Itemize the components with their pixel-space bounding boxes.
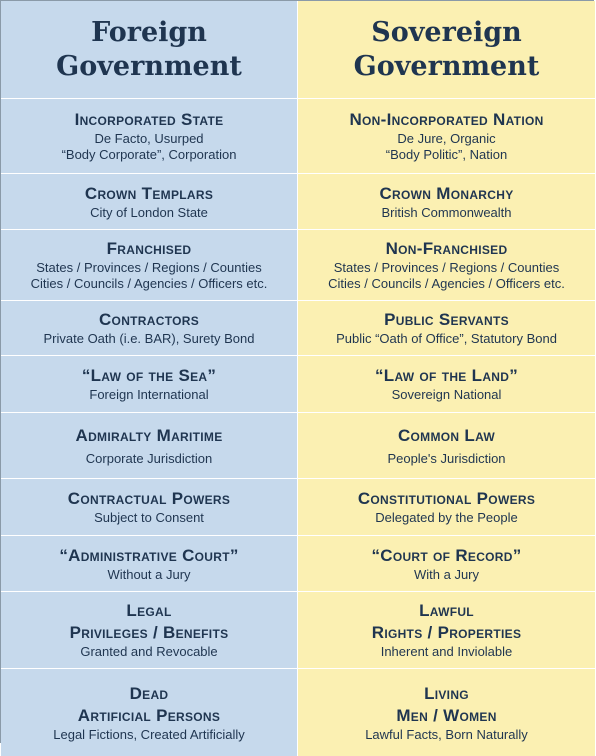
row-title: Privileges / Benefits <box>69 623 229 642</box>
row-title: Constitutional Powers <box>357 489 536 508</box>
row-lawful-rights <box>298 592 595 669</box>
row-subtitle: De Facto, Usurped <box>94 131 204 146</box>
row-common-law <box>298 413 595 479</box>
row-subtitle: Granted and Revocable <box>80 644 218 659</box>
header-sovereign-line-2: Government <box>353 50 540 82</box>
row-subtitle: Private Oath (i.e. BAR), Surety Bond <box>43 331 255 346</box>
row-administrative-court <box>1 536 298 592</box>
row-subtitle: Foreign International <box>89 387 209 402</box>
row-subtitle: “Body Corporate”, Corporation <box>61 147 237 162</box>
row-law-of-the-land <box>298 356 595 413</box>
row-subtitle: Sovereign National <box>391 387 502 402</box>
row-title: “Law of the Land” <box>374 366 519 385</box>
row-subtitle: States / Provinces / Regions / Counties <box>333 260 560 275</box>
row-subtitle: “Body Politic”, Nation <box>385 147 508 162</box>
row-subtitle: People's Jurisdiction <box>387 450 506 466</box>
header-sovereign-line-1: Sovereign <box>371 16 522 48</box>
row-title: Legal <box>126 601 172 620</box>
row-non-incorporated-nation <box>298 99 595 174</box>
row-title: Contractual Powers <box>67 489 231 508</box>
row-crown-monarchy <box>298 174 595 230</box>
header-foreign-line-1: Foreign <box>91 16 207 48</box>
row-title: Lawful <box>419 601 474 620</box>
row-title: Living <box>424 683 469 703</box>
row-title: Men / Women <box>396 705 497 725</box>
header-sovereign <box>298 1 595 99</box>
row-subtitle: Corporate Jurisdiction <box>85 450 213 466</box>
row-admiralty-maritime <box>1 413 298 479</box>
row-public-servants <box>298 301 595 356</box>
row-subtitle: British Commonwealth <box>381 204 512 220</box>
row-subtitle: Public “Oath of Office”, Statutory Bond <box>336 331 557 346</box>
row-subtitle: Lawful Facts, Born Naturally <box>365 726 528 742</box>
row-legal-privileges <box>1 592 298 669</box>
row-subtitle: Delegated by the People <box>375 510 518 525</box>
row-subtitle: Cities / Councils / Agencies / Officers etc. <box>328 276 565 291</box>
row-dead-artificial-persons <box>1 669 298 756</box>
row-title: Contractors <box>98 310 200 329</box>
row-title: Admiralty Maritime <box>75 425 223 445</box>
row-title: Artificial Persons <box>77 705 221 725</box>
row-contractual-powers <box>1 479 298 536</box>
row-subtitle: States / Provinces / Regions / Counties <box>36 260 262 275</box>
row-subtitle: Without a Jury <box>107 566 191 582</box>
row-title: Crown Templars <box>84 183 214 203</box>
row-contractors <box>1 301 298 356</box>
row-title: Crown Monarchy <box>379 183 514 203</box>
row-title: Common Law <box>397 425 496 445</box>
row-subtitle: Inherent and Inviolable <box>380 644 513 659</box>
row-title: Non-Incorporated Nation <box>349 110 544 129</box>
row-subtitle: Subject to Consent <box>94 510 204 525</box>
row-non-franchised <box>298 230 595 301</box>
row-title: “Court of Record” <box>371 545 522 565</box>
row-title: Franchised <box>106 239 192 258</box>
row-title: Dead <box>129 683 169 703</box>
row-subtitle: City of London State <box>90 204 208 220</box>
header-foreign-line-2: Government <box>56 50 242 82</box>
row-court-of-record <box>298 536 595 592</box>
row-crown-templars <box>1 174 298 230</box>
row-law-of-the-sea <box>1 356 298 413</box>
row-subtitle: With a Jury <box>413 566 479 582</box>
row-title: Rights / Properties <box>371 623 522 642</box>
row-title: “Law of the Sea” <box>81 366 217 385</box>
row-title: “Administrative Court” <box>59 545 239 565</box>
header-foreign <box>1 1 298 99</box>
row-subtitle: De Jure, Organic <box>397 131 496 146</box>
row-constitutional-powers <box>298 479 595 536</box>
row-incorporated-state <box>1 99 298 174</box>
row-franchised <box>1 230 298 301</box>
row-title: Incorporated State <box>74 110 224 129</box>
row-subtitle: Legal Fictions, Created Artificially <box>53 726 245 742</box>
row-title: Public Servants <box>384 310 509 329</box>
row-title: Non-Franchised <box>385 239 508 258</box>
row-living-men-women <box>298 669 595 756</box>
row-subtitle: Cities / Councils / Agencies / Officers etc. <box>30 276 268 291</box>
